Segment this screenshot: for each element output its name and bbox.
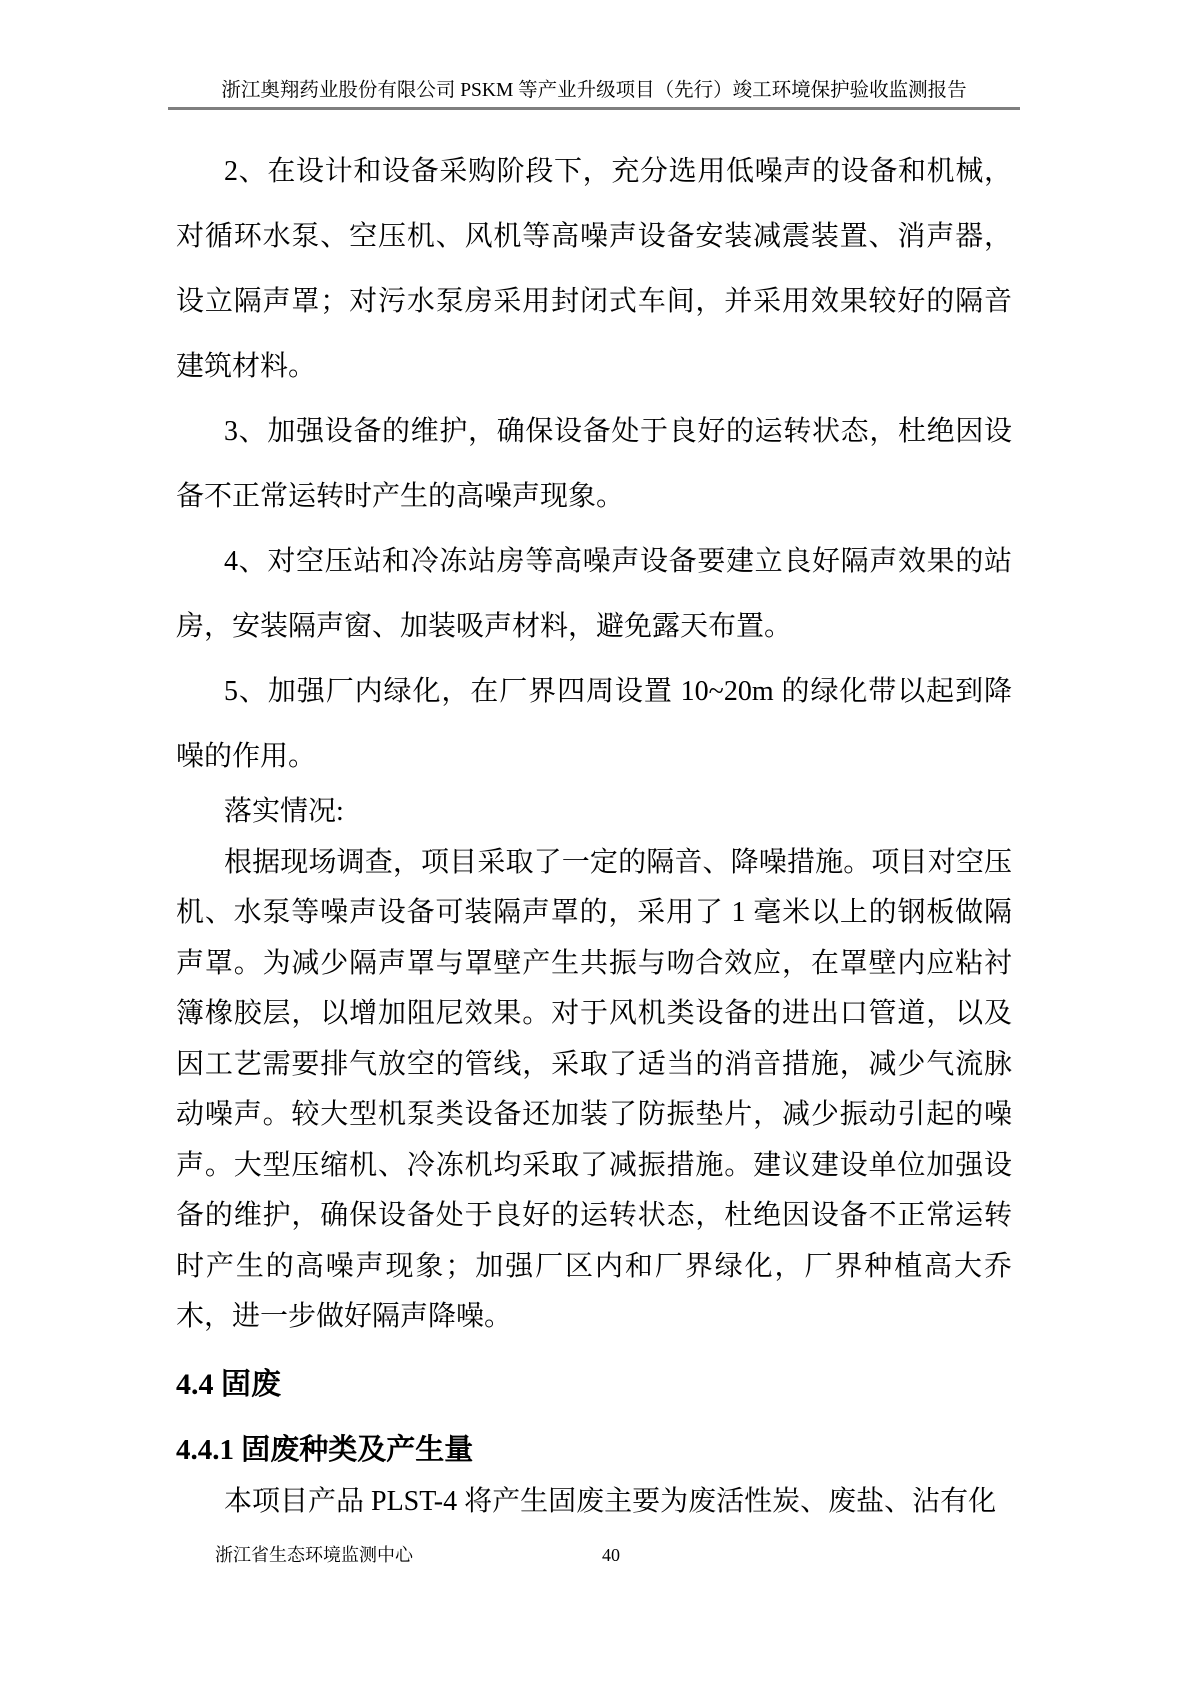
measure-paragraph-3: 3、加强设备的维护，确保设备处于良好的运转状态，杜绝因设备不正常运转时产生的高噪声现象。 <box>176 416 1012 512</box>
implementation-status-paragraph: 根据现场调查，项目采取了一定的隔音、降噪措施。项目对空压机、水泵等噪声设备可装隔声罩的，采用了 1 毫米以上的钢板做隔声罩。为减少隔声罩与罩壁产生共振与吻合效应，在罩壁内应粘衬簿橡胶层，以增加阻尼效果。对于风机类设备的进出口管道，以及因工艺需要排气放空的管线，采取了适当的消音措施，减少气流脉动噪声。较大型机泵类设备还加装了防振垫片，减少振动引起的噪声。大型压缩机、冷冻机均采取了减振措施。建议建设单位加强设备的维护，确保设备处于良好的运转状态，杜绝因设备不正常运转时产生的高噪声现象；加强厂区内和厂界绿化，厂界种植高大乔木，进一步做好隔声降噪。 <box>176 846 1012 1332</box>
measure-paragraph-5: 5、加强厂内绿化，在厂界四周设置 10~20m 的绿化带以起到降噪的作用。 <box>176 676 1012 772</box>
subsection-heading-4-4-1: 4.4.1 固废种类及产生量 <box>176 1434 474 1466</box>
footer-organization: 浙江省生态环境监测中心 <box>215 1545 413 1565</box>
section-heading-4-4: 4.4 固废 <box>176 1368 281 1401</box>
numbered-measures-section <box>176 139 1012 789</box>
implementation-status-label: 落实情况: <box>224 796 344 827</box>
subsection-first-paragraph: 本项目产品 PLST-4 将产生固废主要为废活性炭、废盐、沾有化 <box>224 1486 997 1517</box>
implementation-status-section <box>176 787 1012 1343</box>
header-divider-line <box>168 107 1020 110</box>
measure-paragraph-2: 2、在设计和设备采购阶段下，充分选用低噪声的设备和机械，对循环水泵、空压机、风机等高噪声设备安装减震装置、消声器，设立隔声罩；对污水泵房采用封闭式车间，并采用效果较好的隔音建筑材料。 <box>176 156 1012 382</box>
measure-paragraph-4: 4、对空压站和冷冻站房等高噪声设备要建立良好隔声效果的站房，安装隔声窗、加装吸声材料，避免露天布置。 <box>176 546 1012 642</box>
page-header-title: 浙江奥翔药业股份有限公司 PSKM 等产业升级项目（先行）竣工环境保护验收监测报告 <box>221 80 967 101</box>
footer-page-number: 40 <box>602 1545 620 1565</box>
